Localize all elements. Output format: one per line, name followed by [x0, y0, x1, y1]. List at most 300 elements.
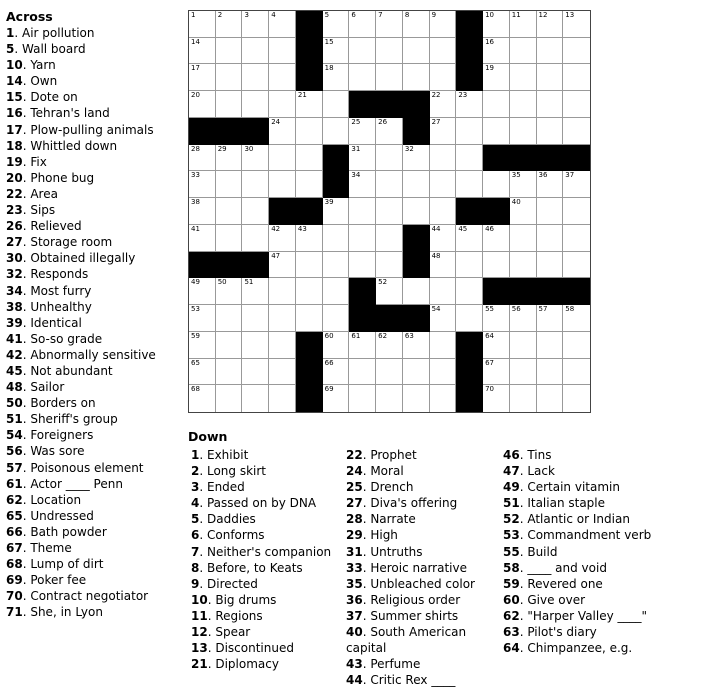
grid-cell[interactable]: [376, 11, 403, 38]
cell-number: 30: [244, 144, 254, 153]
cell-number: 29: [217, 144, 227, 153]
cell-number: 8: [404, 11, 410, 19]
cell-number: 63: [404, 331, 414, 340]
grid-cell[interactable]: [376, 38, 403, 65]
clue-text: . Sips: [22, 203, 56, 218]
cell-number: 20: [191, 91, 200, 100]
grid-cell[interactable]: [323, 385, 350, 412]
cell-number: 17: [191, 64, 200, 73]
clue-number: 37: [346, 608, 363, 623]
grid-block: [296, 64, 323, 91]
grid-cell[interactable]: [510, 359, 537, 386]
grid-cell[interactable]: [216, 64, 243, 91]
clue-item: [503, 544, 651, 560]
grid-cell[interactable]: [349, 38, 376, 65]
clue-number: 30: [6, 251, 23, 266]
grid-cell[interactable]: [537, 118, 564, 145]
grid-cell[interactable]: [269, 225, 296, 252]
clue-text: . Most furry: [22, 283, 92, 298]
clue-number: 10: [6, 58, 23, 73]
grid-cell[interactable]: [323, 64, 350, 91]
grid-cell[interactable]: [563, 38, 590, 65]
grid-cell[interactable]: [563, 332, 590, 359]
grid-cell[interactable]: [216, 385, 243, 412]
grid-cell[interactable]: [349, 145, 376, 172]
grid-cell[interactable]: [323, 91, 350, 118]
grid-cell[interactable]: [510, 332, 537, 359]
grid-cell[interactable]: [456, 278, 483, 305]
grid-cell[interactable]: [456, 171, 483, 198]
clue-item: [6, 154, 184, 170]
grid-cell[interactable]: [456, 118, 483, 145]
clue-text: . Tins: [519, 448, 552, 462]
clue-text: . Big drums: [207, 592, 277, 607]
clue-text: . Borders on: [22, 396, 96, 411]
grid-cell[interactable]: [483, 118, 510, 145]
cell-number: 32: [404, 144, 414, 153]
clue-text: . Atlantic or Indian: [519, 512, 630, 527]
clue-item: [6, 508, 184, 524]
grid-cell[interactable]: [216, 38, 243, 65]
clue-number: 3: [191, 480, 200, 495]
grid-cell[interactable]: [216, 171, 243, 198]
clue-number: 22: [346, 448, 363, 462]
clue-item: [6, 122, 184, 138]
grid-cell[interactable]: [483, 171, 510, 198]
grid-cell[interactable]: [563, 198, 590, 225]
grid-cell[interactable]: [269, 252, 296, 279]
grid-cell[interactable]: [430, 198, 457, 225]
grid-cell[interactable]: [349, 118, 376, 145]
clue-number: 23: [6, 203, 23, 218]
clue-item: [6, 41, 184, 57]
grid-cell[interactable]: [403, 359, 430, 386]
clue-text: . Location: [22, 492, 82, 507]
grid-cell[interactable]: [563, 225, 590, 252]
grid-cell[interactable]: [349, 64, 376, 91]
grid-cell[interactable]: [376, 332, 403, 359]
grid-cell[interactable]: [323, 332, 350, 359]
grid-cell[interactable]: [563, 252, 590, 279]
grid-cell[interactable]: [376, 225, 403, 252]
grid-cell[interactable]: [349, 225, 376, 252]
grid-cell[interactable]: [349, 198, 376, 225]
grid-cell[interactable]: [189, 198, 216, 225]
clue-number: 70: [6, 589, 23, 604]
grid-cell[interactable]: [216, 11, 243, 38]
grid-cell[interactable]: [430, 145, 457, 172]
grid-cell[interactable]: [456, 145, 483, 172]
clue-item: [191, 624, 331, 640]
clue-text: . Dote on: [22, 90, 78, 105]
clue-number: 24: [346, 464, 363, 479]
grid-cell[interactable]: [242, 305, 269, 332]
clue-text: . ____ and void: [519, 560, 607, 575]
grid-cell[interactable]: [269, 145, 296, 172]
grid-cell[interactable]: [242, 11, 269, 38]
clue-text: . Theme: [22, 541, 72, 555]
grid-cell[interactable]: [242, 359, 269, 386]
grid-cell[interactable]: [510, 385, 537, 412]
clue-number: 5: [6, 42, 15, 57]
clue-text: . Plow-pulling animals: [22, 122, 154, 137]
clue-text: . Poker fee: [22, 573, 87, 588]
grid-block: [189, 252, 216, 279]
grid-block: [242, 252, 269, 279]
grid-cell[interactable]: [430, 91, 457, 118]
grid-cell[interactable]: [242, 38, 269, 65]
clue-text: . Phone bug: [22, 170, 95, 185]
grid-cell[interactable]: [403, 11, 430, 38]
grid-cell[interactable]: [242, 64, 269, 91]
grid-cell[interactable]: [189, 359, 216, 386]
grid-cell[interactable]: [537, 225, 564, 252]
grid-cell[interactable]: [216, 359, 243, 386]
grid-block: [403, 118, 430, 145]
grid-cell[interactable]: [403, 278, 430, 305]
grid-cell[interactable]: [483, 11, 510, 38]
grid-cell[interactable]: [430, 118, 457, 145]
grid-cell[interactable]: [510, 38, 537, 65]
grid-cell[interactable]: [403, 198, 430, 225]
cell-number: 11: [511, 11, 521, 19]
grid-block: [216, 252, 243, 279]
grid-cell[interactable]: [483, 359, 510, 386]
grid-cell[interactable]: [216, 305, 243, 332]
grid-cell[interactable]: [430, 11, 457, 38]
grid-block: [563, 145, 590, 172]
grid-cell[interactable]: [430, 38, 457, 65]
grid-cell[interactable]: [189, 11, 216, 38]
cell-number: 1: [191, 11, 196, 19]
cell-number: 16: [485, 37, 494, 46]
clue-number: 56: [6, 444, 23, 459]
clue-text: . Discontinued: [207, 641, 294, 656]
clue-item: [191, 544, 331, 560]
clue-item: [346, 576, 496, 592]
grid-cell[interactable]: [483, 38, 510, 65]
grid-block: [269, 198, 296, 225]
grid-cell[interactable]: [430, 64, 457, 91]
grid-cell[interactable]: [403, 171, 430, 198]
grid-cell[interactable]: [510, 225, 537, 252]
grid-cell[interactable]: [349, 171, 376, 198]
grid-cell[interactable]: [189, 332, 216, 359]
clue-text: . Actor ____ Penn: [22, 476, 123, 491]
grid-cell[interactable]: [403, 64, 430, 91]
clue-item: [346, 527, 496, 543]
grid-cell[interactable]: [483, 91, 510, 118]
grid-cell[interactable]: [269, 11, 296, 38]
grid-cell[interactable]: [510, 198, 537, 225]
clue-number: 5: [191, 512, 200, 527]
grid-cell[interactable]: [510, 118, 537, 145]
grid-cell[interactable]: [537, 198, 564, 225]
clue-number: 50: [6, 396, 23, 411]
grid-cell[interactable]: [296, 171, 323, 198]
grid-cell[interactable]: [510, 305, 537, 332]
clue-number: 68: [6, 557, 23, 572]
clue-item: [191, 592, 331, 608]
grid-cell[interactable]: [537, 171, 564, 198]
grid-cell[interactable]: [269, 118, 296, 145]
grid-cell[interactable]: [189, 145, 216, 172]
grid-cell[interactable]: [430, 252, 457, 279]
grid-cell[interactable]: [376, 118, 403, 145]
grid-cell[interactable]: [216, 332, 243, 359]
clue-text: . Before, to Keats: [199, 560, 303, 575]
clue-text: . Spear: [207, 625, 251, 640]
clue-item: [503, 527, 651, 543]
clue-text: . Revered one: [519, 576, 603, 591]
grid-cell[interactable]: [349, 332, 376, 359]
grid-cell[interactable]: [242, 225, 269, 252]
grid-cell[interactable]: [483, 332, 510, 359]
grid-block: [323, 145, 350, 172]
clue-text: . Passed on by DNA: [199, 496, 317, 511]
grid-cell[interactable]: [296, 118, 323, 145]
grid-cell[interactable]: [376, 64, 403, 91]
clue-item: [191, 527, 331, 543]
grid-cell[interactable]: [510, 11, 537, 38]
grid-cell[interactable]: [483, 305, 510, 332]
clue-item: [6, 299, 184, 315]
grid-cell[interactable]: [242, 91, 269, 118]
down-clues-column-2: [346, 447, 496, 688]
grid-cell[interactable]: [376, 385, 403, 412]
cell-number: 22: [431, 91, 441, 100]
grid-cell[interactable]: [189, 225, 216, 252]
grid-cell[interactable]: [216, 198, 243, 225]
clue-number: 38: [6, 299, 23, 314]
clue-number: 54: [6, 428, 23, 443]
grid-block: [296, 198, 323, 225]
grid-cell[interactable]: [563, 385, 590, 412]
grid-cell[interactable]: [189, 305, 216, 332]
grid-cell[interactable]: [296, 145, 323, 172]
grid-cell[interactable]: [456, 225, 483, 252]
cell-number: 54: [431, 305, 441, 314]
clue-number: 14: [6, 74, 23, 89]
grid-block: [296, 359, 323, 386]
clue-number: 43: [346, 657, 363, 672]
grid-cell[interactable]: [323, 118, 350, 145]
cell-number: 60: [324, 331, 334, 340]
clue-text: . Poisonous element: [22, 460, 144, 475]
grid-cell[interactable]: [189, 38, 216, 65]
grid-cell[interactable]: [323, 38, 350, 65]
grid-cell[interactable]: [269, 278, 296, 305]
grid-cell[interactable]: [189, 278, 216, 305]
grid-cell[interactable]: [323, 225, 350, 252]
grid-cell[interactable]: [376, 145, 403, 172]
clue-item: [6, 250, 184, 266]
cell-number: 36: [538, 171, 548, 180]
grid-cell[interactable]: [269, 305, 296, 332]
grid-cell[interactable]: [216, 91, 243, 118]
clue-item: [503, 447, 651, 463]
grid-cell[interactable]: [403, 38, 430, 65]
clue-number: 41: [6, 331, 23, 346]
clue-text: . Diplomacy: [207, 657, 279, 672]
grid-cell[interactable]: [189, 91, 216, 118]
clue-text: . Responds: [22, 267, 89, 282]
grid-cell[interactable]: [216, 278, 243, 305]
grid-cell[interactable]: [430, 278, 457, 305]
grid-cell[interactable]: [483, 385, 510, 412]
grid-cell[interactable]: [537, 332, 564, 359]
clue-number: 55: [503, 544, 520, 559]
grid-cell[interactable]: [296, 91, 323, 118]
grid-cell[interactable]: [376, 359, 403, 386]
grid-cell[interactable]: [430, 171, 457, 198]
grid-cell[interactable]: [216, 225, 243, 252]
grid-cell[interactable]: [563, 64, 590, 91]
clue-text: . Abnormally sensitive: [22, 347, 156, 362]
grid-cell[interactable]: [242, 332, 269, 359]
clue-text: . Conforms: [199, 528, 265, 543]
clue-item: [346, 656, 496, 672]
grid-cell[interactable]: [242, 145, 269, 172]
clue-number: 44: [346, 673, 363, 688]
grid-cell[interactable]: [189, 385, 216, 412]
grid-cell[interactable]: [323, 305, 350, 332]
grid-cell[interactable]: [296, 225, 323, 252]
cell-number: 61: [351, 331, 361, 340]
grid-cell[interactable]: [483, 252, 510, 279]
grid-cell[interactable]: [323, 359, 350, 386]
grid-cell[interactable]: [563, 91, 590, 118]
clue-text: . Commandment verb: [519, 528, 652, 543]
grid-cell[interactable]: [563, 11, 590, 38]
grid-cell[interactable]: [456, 305, 483, 332]
grid-cell[interactable]: [563, 171, 590, 198]
clue-text: . High: [362, 528, 398, 543]
grid-cell[interactable]: [456, 91, 483, 118]
grid-cell[interactable]: [269, 38, 296, 65]
grid-cell[interactable]: [296, 252, 323, 279]
grid-cell[interactable]: [323, 252, 350, 279]
grid-cell[interactable]: [403, 332, 430, 359]
clue-number: 47: [503, 464, 520, 479]
grid-cell[interactable]: [349, 252, 376, 279]
cell-number: 3: [244, 11, 249, 19]
grid-cell[interactable]: [563, 359, 590, 386]
grid-cell[interactable]: [349, 11, 376, 38]
grid-cell[interactable]: [376, 278, 403, 305]
grid-cell[interactable]: [537, 11, 564, 38]
grid-cell[interactable]: [242, 198, 269, 225]
clue-text: . Unbleached color: [362, 576, 475, 591]
grid-cell[interactable]: [510, 171, 537, 198]
grid-cell[interactable]: [537, 359, 564, 386]
grid-cell[interactable]: [323, 278, 350, 305]
grid-cell[interactable]: [456, 252, 483, 279]
grid-cell[interactable]: [269, 359, 296, 386]
grid-block: [349, 305, 376, 332]
grid-cell[interactable]: [430, 305, 457, 332]
grid-cell[interactable]: [323, 198, 350, 225]
grid-cell[interactable]: [323, 11, 350, 38]
cell-number: 37: [565, 171, 575, 180]
grid-cell[interactable]: [376, 252, 403, 279]
grid-cell[interactable]: [537, 385, 564, 412]
clue-text: . Wall board: [14, 42, 86, 57]
grid-cell[interactable]: [563, 305, 590, 332]
grid-cell[interactable]: [349, 385, 376, 412]
clue-number: 42: [6, 347, 23, 362]
clue-item: [6, 202, 184, 218]
grid-cell[interactable]: [269, 332, 296, 359]
grid-cell[interactable]: [349, 359, 376, 386]
grid-cell[interactable]: [242, 171, 269, 198]
clue-item: [346, 463, 496, 479]
clue-number: 18: [6, 138, 23, 153]
cell-number: 65: [191, 358, 200, 367]
cell-number: 2: [217, 11, 223, 19]
grid-cell[interactable]: [216, 145, 243, 172]
grid-cell[interactable]: [403, 385, 430, 412]
grid-cell[interactable]: [537, 252, 564, 279]
grid-cell[interactable]: [296, 305, 323, 332]
grid-cell[interactable]: [376, 198, 403, 225]
clue-number: 20: [6, 170, 23, 185]
clue-text: . Long skirt: [199, 464, 267, 479]
grid-cell[interactable]: [510, 91, 537, 118]
grid-cell[interactable]: [269, 91, 296, 118]
grid-cell[interactable]: [269, 64, 296, 91]
grid-cell[interactable]: [430, 359, 457, 386]
clue-text: . Undressed: [22, 508, 94, 523]
cell-number: 48: [431, 251, 441, 260]
grid-block: [403, 305, 430, 332]
grid-cell[interactable]: [189, 64, 216, 91]
grid-cell[interactable]: [430, 385, 457, 412]
grid-cell[interactable]: [242, 278, 269, 305]
grid-cell[interactable]: [430, 332, 457, 359]
grid-block: [563, 278, 590, 305]
grid-cell[interactable]: [403, 145, 430, 172]
grid-cell[interactable]: [563, 118, 590, 145]
grid-cell[interactable]: [537, 38, 564, 65]
cell-number: 23: [458, 91, 468, 100]
grid-cell[interactable]: [537, 64, 564, 91]
grid-cell[interactable]: [242, 385, 269, 412]
grid-block: [349, 278, 376, 305]
cell-number: 15: [324, 37, 334, 46]
grid-cell[interactable]: [537, 91, 564, 118]
grid-cell[interactable]: [296, 278, 323, 305]
grid-block: [456, 332, 483, 359]
grid-cell[interactable]: [189, 171, 216, 198]
grid-cell[interactable]: [269, 385, 296, 412]
clue-number: 46: [503, 448, 520, 462]
grid-cell[interactable]: [269, 171, 296, 198]
grid-cell[interactable]: [483, 64, 510, 91]
grid-cell[interactable]: [483, 225, 510, 252]
grid-cell[interactable]: [510, 252, 537, 279]
clue-item: [6, 572, 184, 588]
grid-cell[interactable]: [537, 305, 564, 332]
clue-text: . Unhealthy: [22, 299, 92, 314]
clue-number: 45: [6, 363, 23, 378]
clue-item: [191, 640, 331, 656]
grid-cell[interactable]: [430, 225, 457, 252]
grid-cell[interactable]: [510, 64, 537, 91]
clue-number: 39: [6, 315, 23, 330]
grid-cell[interactable]: [376, 171, 403, 198]
clue-text: . Fix: [22, 154, 47, 169]
